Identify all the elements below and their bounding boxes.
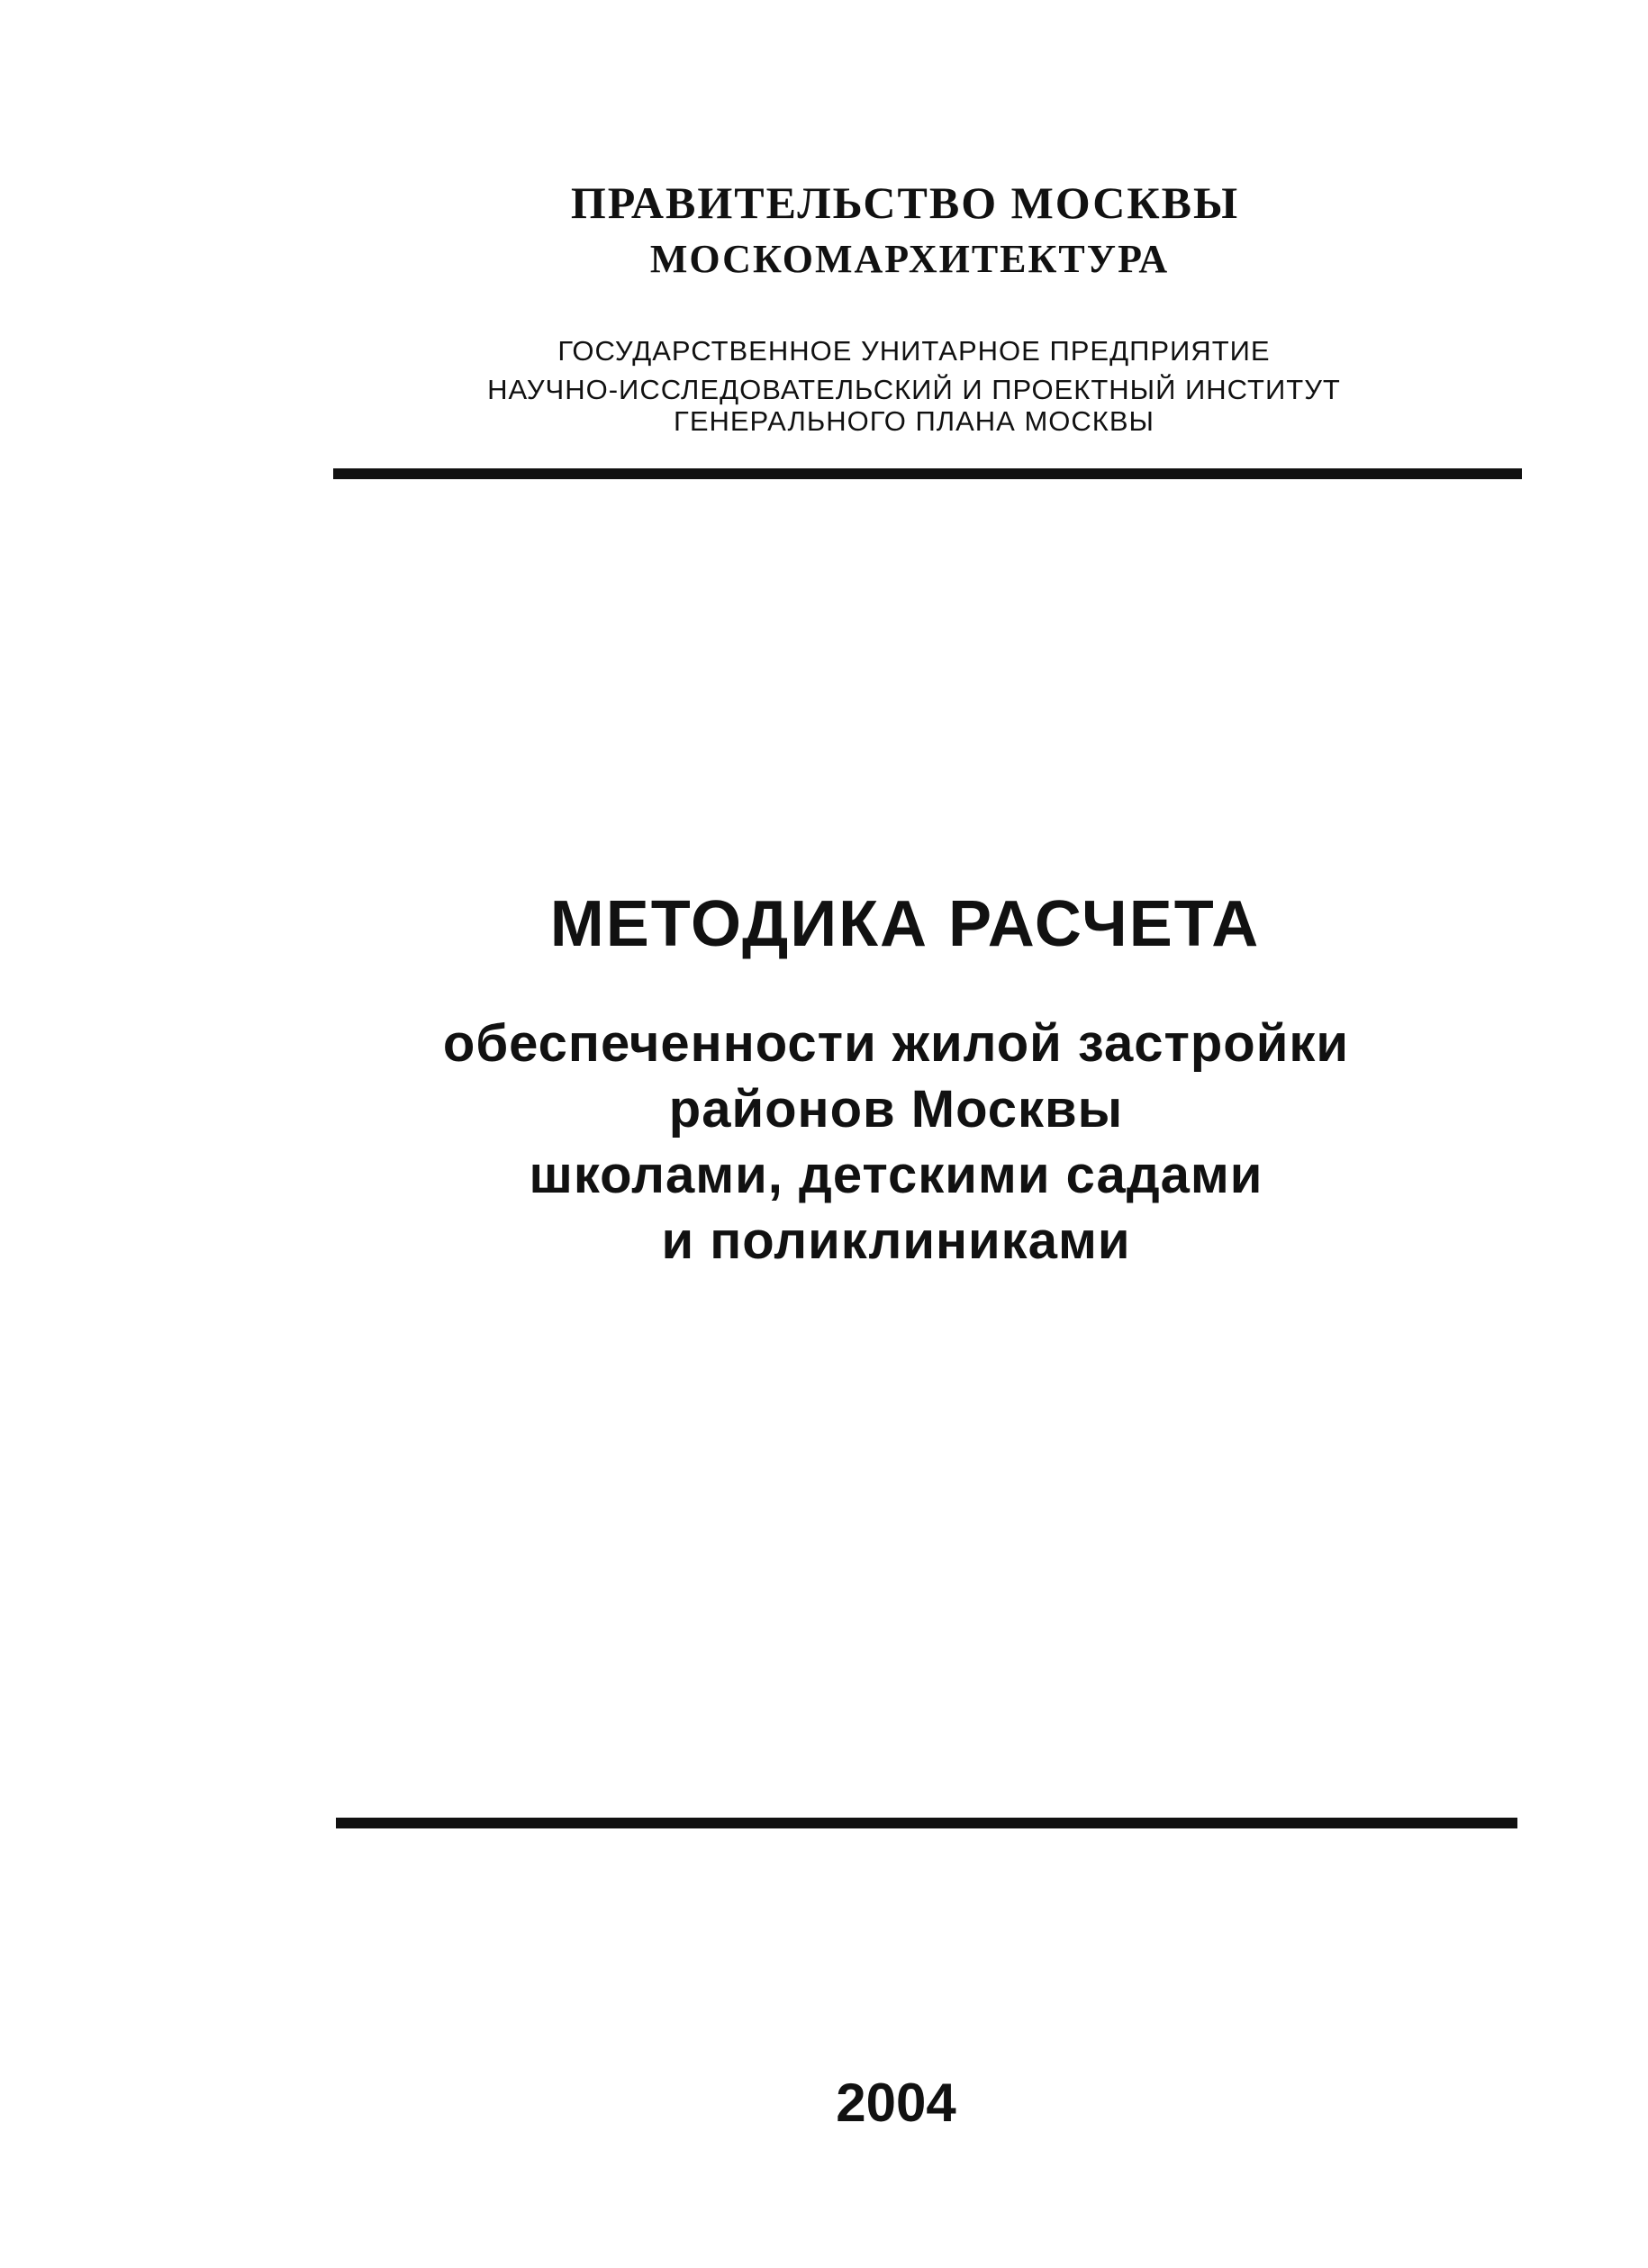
institute-line: ГЕНЕРАЛЬНОГО ПЛАНА МОСКВЫ <box>674 405 1155 437</box>
bottom-divider <box>336 1818 1517 1828</box>
government-heading: ПРАВИТЕЛЬСТВО МОСКВЫ <box>570 177 1240 228</box>
subtitle-line: районов Москвы <box>668 1080 1124 1139</box>
subtitle-line: школами, детскими садами <box>529 1146 1263 1204</box>
institute-line: ГОСУДАРСТВЕННОЕ УНИТАРНОЕ ПРЕДПРИЯТИЕ <box>557 335 1271 367</box>
subtitle-line: обеспеченности жилой застройки <box>442 1014 1350 1073</box>
publication-year: 2004 <box>836 2073 956 2133</box>
document-title: МЕТОДИКА РАСЧЕТА <box>549 888 1261 960</box>
top-divider <box>333 468 1522 479</box>
subtitle-line: и поликлиниками <box>661 1211 1131 1270</box>
institute-line: НАУЧНО-ИССЛЕДОВАТЕЛЬСКИЙ И ПРОЕКТНЫЙ ИНСТИТУТ <box>487 374 1341 405</box>
committee-heading: МОСКОМАРХИТЕКТУРА <box>649 237 1170 281</box>
